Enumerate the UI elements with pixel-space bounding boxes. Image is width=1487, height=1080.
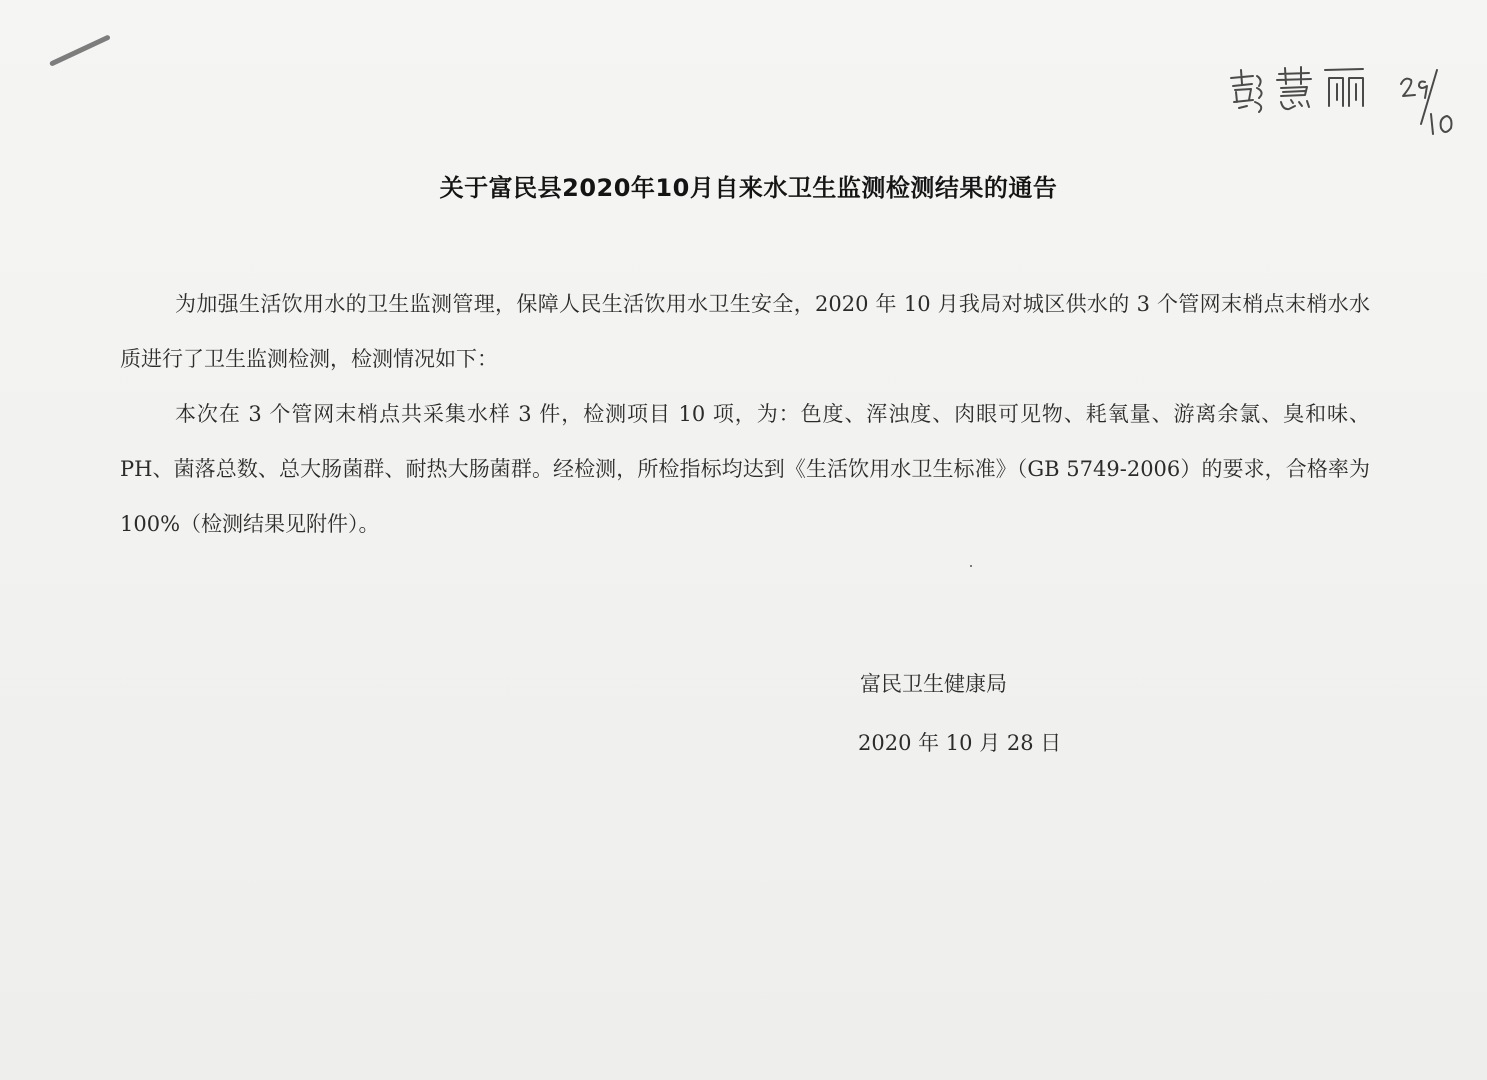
paper-speck [970, 565, 972, 567]
paragraph-results: 本次在 3 个管网末梢点共采集水样 3 件，检测项目 10 项，为：色度、浑浊度、肉眼可见物、耗氧量、游离余氯、臭和味、PH、菌落总数、总大肠菌群、耐热大肠菌群。经检测，所检指标均达到《生活饮用水卫生标准》（GB 5749-2006）的要求，合格率为 100%（检测结果见附件）。 [120, 402, 1370, 536]
issue-date: 2020 年 10 月 28 日 [858, 731, 1062, 755]
notice-body [120, 277, 1370, 552]
paragraph-intro: 为加强生活饮用水的卫生监测管理，保障人民生活饮用水卫生安全，2020 年 10 月我局对城区供水的 3 个管网末梢点末梢水水质进行了卫生监测检测，检测情况如下： [120, 292, 1370, 371]
notice-title: 关于富民县2020年10月自来水卫生监测检测结果的通告 [439, 174, 1058, 202]
pen-mark [49, 34, 111, 66]
issuer-name: 富民卫生健康局 [860, 672, 1007, 696]
signoff-block [858, 670, 1061, 757]
handwritten-signature [1225, 62, 1465, 142]
signature-drawing [1225, 62, 1465, 142]
